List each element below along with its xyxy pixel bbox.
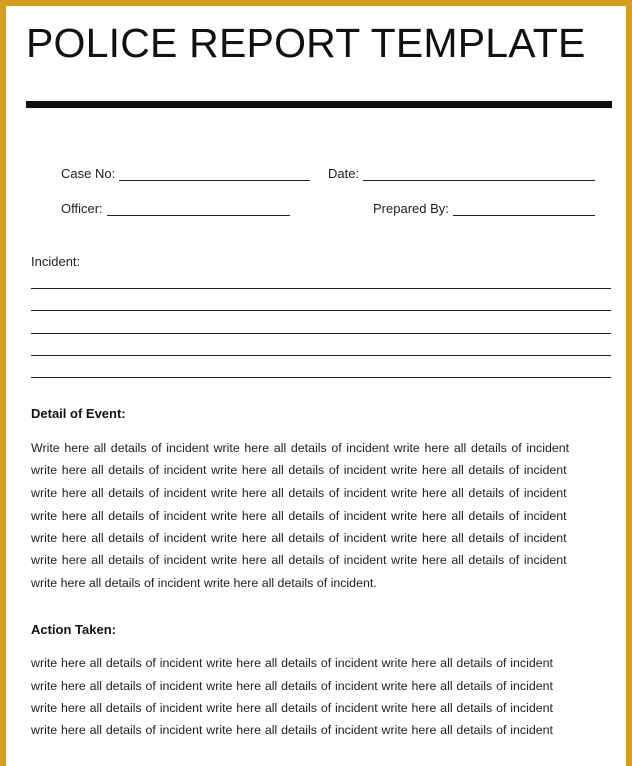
officer-label: Officer: — [61, 201, 103, 216]
title-divider — [26, 101, 612, 108]
date-field[interactable] — [328, 166, 595, 181]
page-title: POLICE REPORT TEMPLATE — [26, 20, 586, 66]
incident-line[interactable] — [31, 355, 611, 356]
prepared-by-field[interactable] — [373, 201, 595, 216]
action-line: write here all details of incident write here all details of incident write here all details of incident — [31, 723, 553, 737]
action-line: write here all details of incident write here all details of incident write here all details of incident — [31, 701, 553, 715]
officer-blank[interactable] — [107, 204, 290, 216]
case-no-blank[interactable] — [119, 169, 310, 181]
detail-line: write here all details of incident write here all details of incident write here all details of incident — [31, 531, 567, 545]
detail-line: write here all details of incident write here all details of incident write here all details of incident — [31, 509, 567, 523]
incident-line[interactable] — [31, 310, 611, 311]
detail-line: write here all details of incident write here all details of incident. — [31, 576, 377, 590]
prepared-by-blank[interactable] — [453, 204, 595, 216]
action-line: write here all details of incident write here all details of incident write here all details of incident — [31, 679, 553, 693]
detail-line: write here all details of incident write here all details of incident write here all details of incident — [31, 553, 567, 567]
date-blank[interactable] — [363, 169, 595, 181]
detail-heading: Detail of Event: — [31, 406, 126, 421]
officer-field[interactable] — [61, 201, 290, 216]
incident-line[interactable] — [31, 333, 611, 334]
action-heading: Action Taken: — [31, 622, 116, 637]
incident-line[interactable] — [31, 377, 611, 378]
prepared-by-label: Prepared By: — [373, 201, 449, 216]
detail-line: write here all details of incident write here all details of incident write here all details of incident — [31, 486, 567, 500]
date-label: Date: — [328, 166, 360, 181]
case-no-field[interactable] — [61, 166, 310, 181]
incident-line[interactable] — [31, 288, 611, 289]
action-line: write here all details of incident write here all details of incident write here all details of incident — [31, 656, 553, 670]
detail-line: Write here all details of incident write here all details of incident write here all details of incident — [31, 441, 570, 455]
incident-label: Incident: — [31, 254, 81, 269]
case-no-label: Case No: — [61, 166, 116, 181]
detail-line: write here all details of incident write here all details of incident write here all details of incident — [31, 463, 567, 477]
